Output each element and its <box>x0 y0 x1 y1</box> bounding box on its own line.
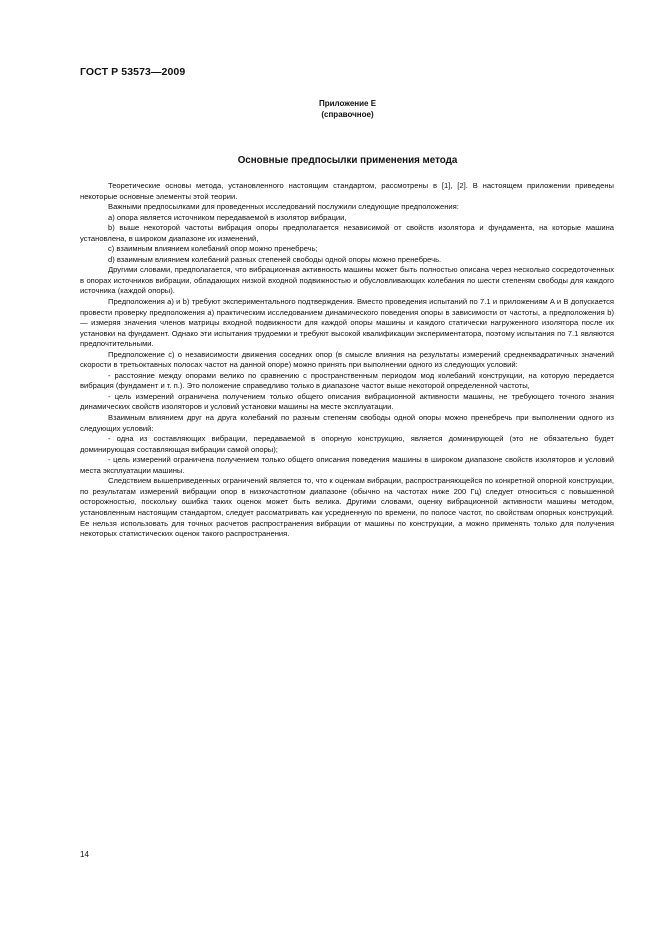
paragraph: Важными предпосылками для проведенных исследований послужили следующие предположения: <box>108 202 459 212</box>
annex-subtitle: (справочное) <box>321 110 374 119</box>
list-item: a) опора является источником передаваемой в изолятор вибрации, <box>108 212 347 222</box>
list-item: - расстояние между опорами велико по сравнению с пространственным периодом мод колебаний конструкции, на которую передается вибрация (фундамент и т. п.). Это положение справедливо только в диапазоне частот выше некоторой определенной частоты, <box>80 370 614 391</box>
list-item: - цель измерений ограничена получением только общего описания вибрационной активности машины, не требующего точного знания динамических свойств изоляторов и условий установки машины на месте эксплуатации. <box>80 391 614 412</box>
paragraph: Теоретические основы метода, установленного настоящим стандартом, рассмотрены в [1], [2]. В настоящем приложении приведены некоторые основные элементы этой теории. <box>80 181 614 201</box>
paragraph: Предположение c) о независимости движения соседних опор (в смысле влияния на результаты измерений среднеквадратичных значений скорости в третьоктавных полосах частот на данной опоре) можно принять при выполнении одного из следующих условий: <box>80 349 614 370</box>
paragraph: Другими словами, предполагается, что вибрационная активность машины может быть полностью описана через несколько сосредоточенных в опорах источников вибрации, обладающих низкой входной подвижностью и обусловливающих колебания по шести степеням свободы для каждого источника (каждой опоры). <box>80 265 614 296</box>
paragraph: Взаимным влиянием друг на друга колебаний по разным степеням свободы одной опоры можно пренебречь при выполнении одного из следующих условий: <box>80 413 614 433</box>
list-item: b) выше некоторой частоты вибрация опоры предполагается независимой от свойств изолятора и фундамента, на которые машина установлена, в широком диапазоне их изменений, <box>80 223 614 243</box>
list-item: - одна из составляющих вибрации, передаваемой в опорную конструкцию, является доминирующей (это не обязательно будет доминирующая составляющая вибрации самой опоры); <box>80 434 614 454</box>
annex-title: Приложение Е <box>318 99 377 108</box>
list-item: c) взаимным влиянием колебаний опор можно пренебречь; <box>108 244 318 254</box>
standard-header: ГОСТ Р 53573—2009 <box>80 66 186 78</box>
page-number: 14 <box>80 850 89 859</box>
paragraph: Предположения a) и b) требуют экспериментального подтверждения. Вместо проведения испытаний по 7.1 и приложениям A и B допускается провести проверку предположения a) практическим исследованием динамического поведения опоры в зависимости от частоты, а предположения b) — измеряя значения членов матрицы входной подвижности для каждой опоры машины и каждого статически нагруженного изолятора после их установки на фундамент. Однако эти испытания трудоемки и требуют высокой квалификации экспериментатора, поэтому испытания по 7.1 являются предпочтительными. <box>80 297 614 349</box>
section-title: Основные предпосылки применения метода <box>237 155 458 166</box>
list-item: d) взаимным влиянием колебаний разных степеней свободы одной опоры можно пренебречь. <box>108 254 442 264</box>
paragraph: Следствием вышеприведенных ограничений является то, что к оценкам вибрации, распространяющейся по конкретной опорной конструкции, по результатам измерений вибрации опор в низкочастотном диапазоне (обычно на частотах ниже 200 Гц) следует относиться с повышенной осторожностью, поскольку ошибка таких оценок может быть велика. Другими словами, оценку вибрационной активности машины методом, установленным настоящим стандартом, следует рассматривать как усредненную по времени, по полосе частот, по свойствам опорных конструкций. Ее нельзя использовать для точных расчетов распространения вибрации от машины по конструкции, а можно применять только для получения некоторых статистических оценок такого распространения. <box>80 476 614 539</box>
annex-heading <box>80 98 615 120</box>
list-item: - цель измерений ограничена получением только общего описания поведения машины в широком диапазоне свойств изоляторов и условий места эксплуатации машины. <box>80 455 614 475</box>
body-text <box>80 181 614 540</box>
